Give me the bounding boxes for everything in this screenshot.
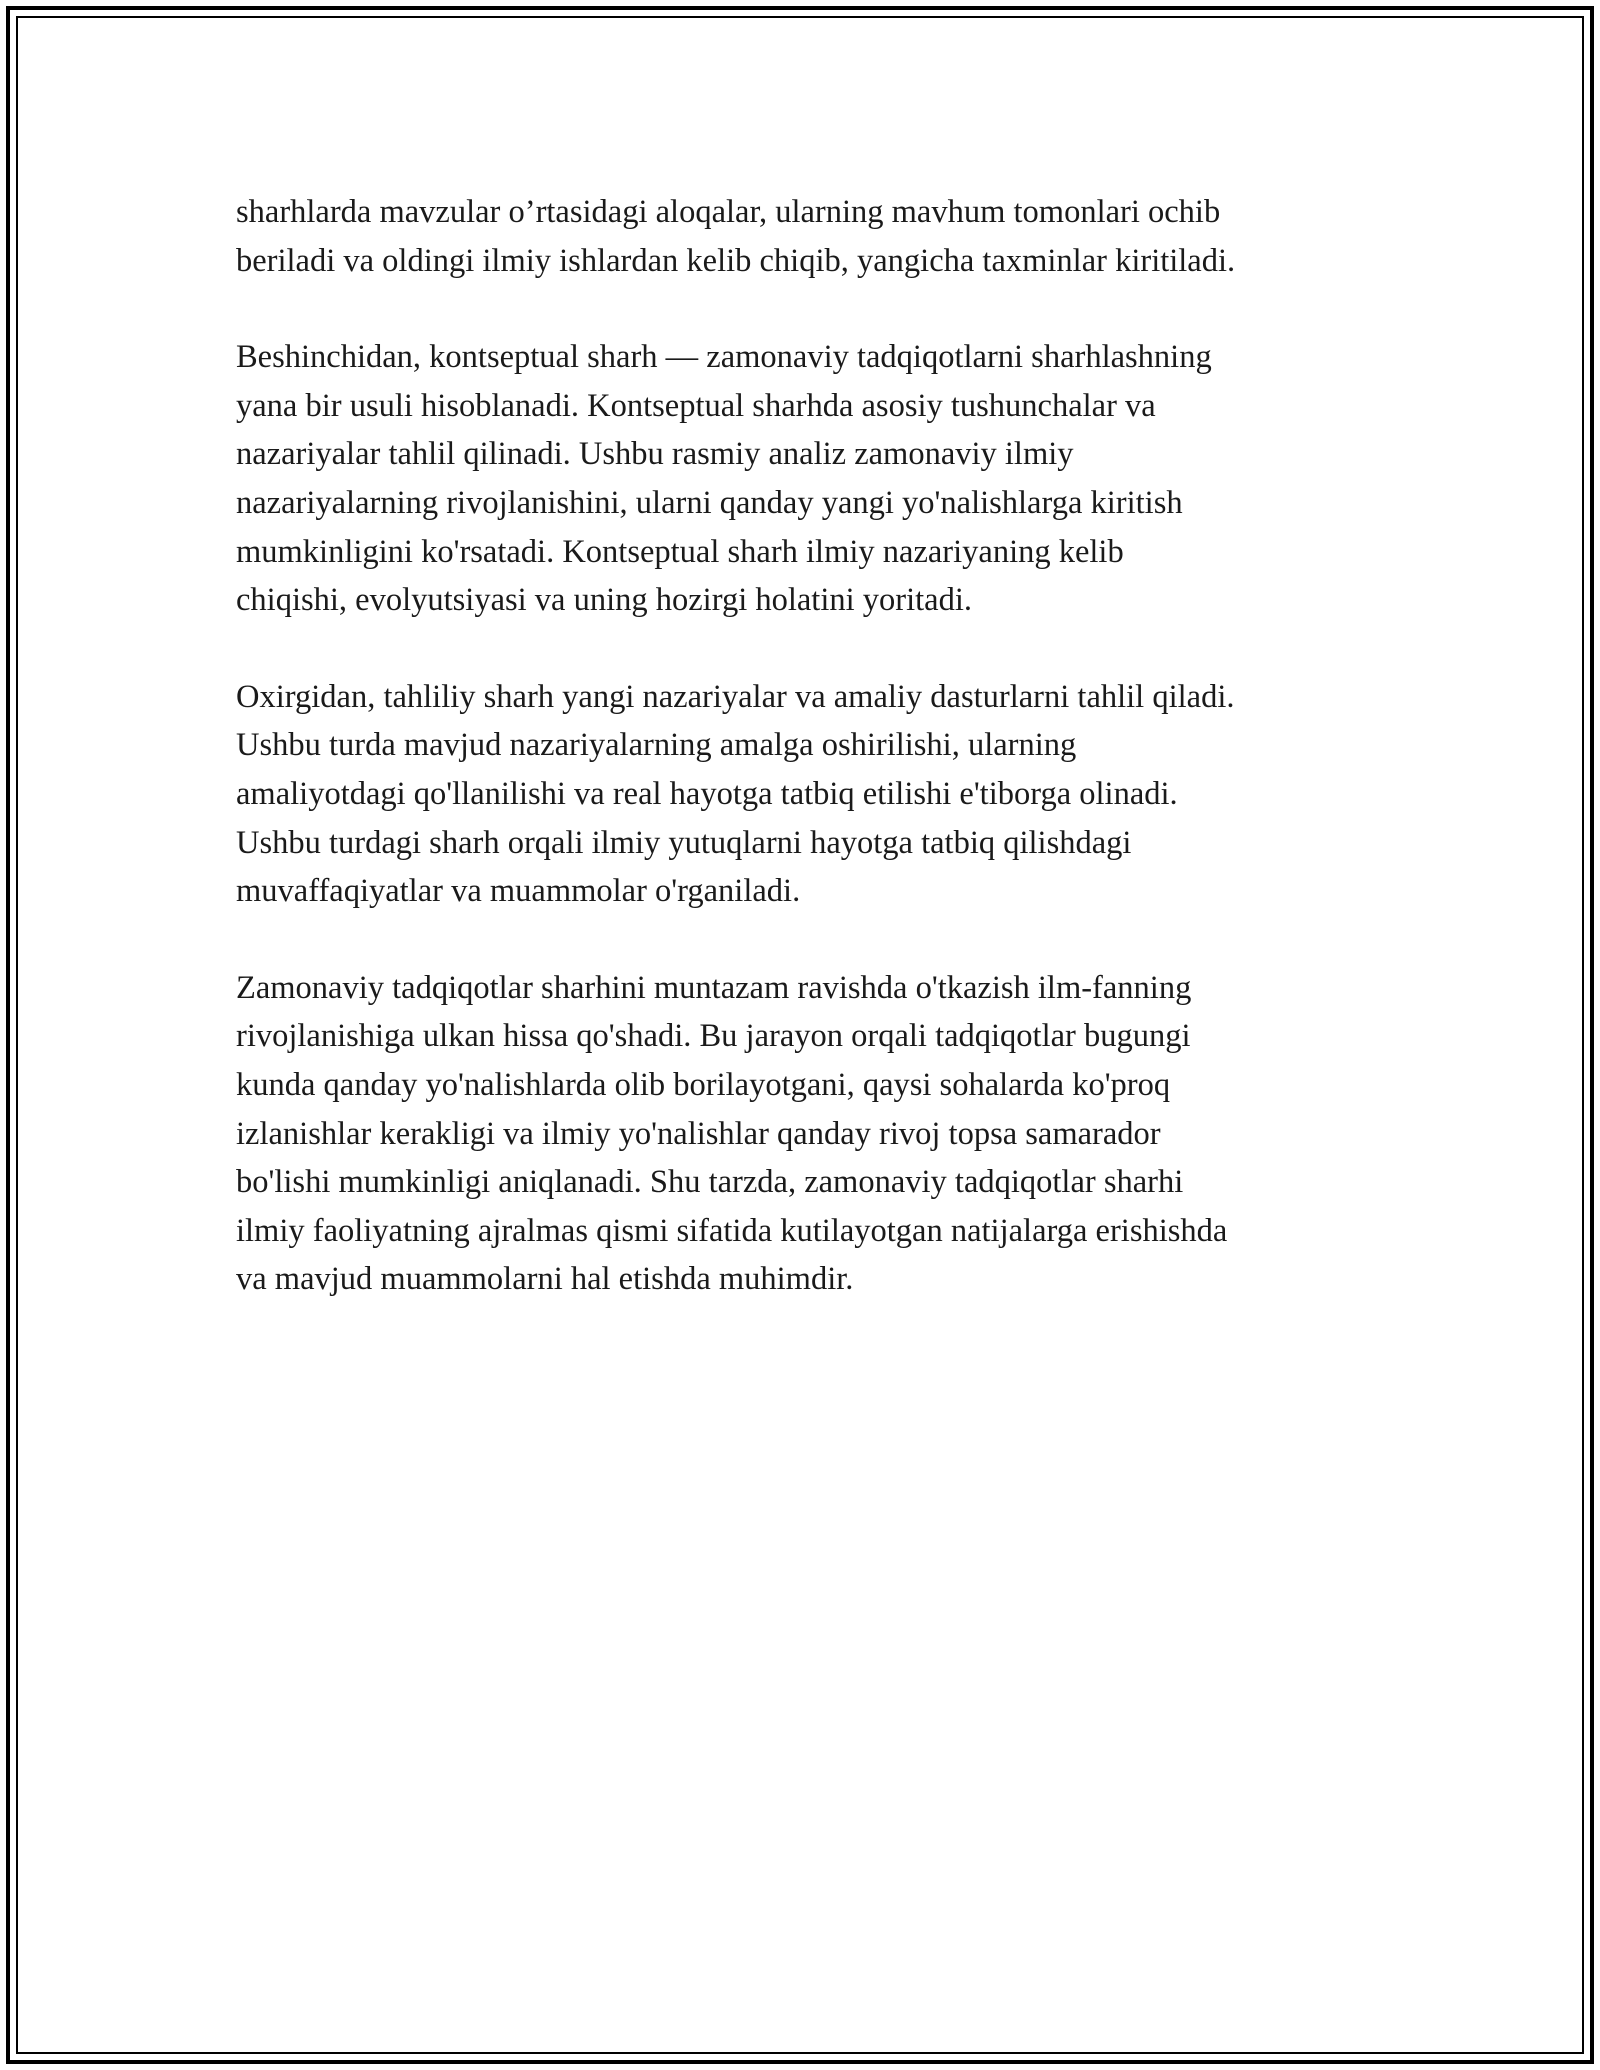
text-line: izlanishlar kerakligi va ilmiy yo'nalishlar qanday rivoj topsa samarador (236, 1115, 1161, 1152)
text-line: va mavjud muammolarni hal etishda muhimdir. (236, 1261, 854, 1298)
text-line: nazariyalarning rivojlanishini, ularni qanday yangi yo'nalishlarga kiritish (236, 484, 1183, 521)
text-line: mumkinligini ko'rsatadi. Kontseptual sharh ilmiy nazariyaning kelib (236, 533, 1124, 570)
text-line: Zamonaviy tadqiqotlar sharhini muntazam ravishda o'tkazish ilm-fanning (236, 969, 1192, 1006)
text-line: sharhlarda mavzular o’rtasidagi aloqalar, ularning mavhum tomonlari ochib (236, 194, 1221, 230)
text-line: amaliyotdagi qo'llanilishi va real hayotga tatbiq etilishi e'tiborga olinadi. (236, 775, 1178, 812)
text-line: Oxirgidan, tahliliy sharh yangi nazariyalar va amaliy dasturlarni tahlil qiladi. (236, 678, 1235, 715)
text-line: chiqishi, evolyutsiyasi va uning hozirgi holatini yoritadi. (236, 582, 972, 619)
text-line: Ushbu turda mavjud nazariyalarning amalga oshirilishi, ularning (236, 727, 1077, 764)
text-line: ilmiy faoliyatning ajralmas qismi sifatida kutilayotgan natijalarga erishishda (236, 1212, 1228, 1249)
text-line: beriladi va oldingi ilmiy ishlardan kelib chiqib, yangicha taxminlar kiritiladi. (236, 242, 1236, 279)
text-line: muvaffaqiyatlar va muammolar o'rganiladi. (236, 873, 801, 910)
paragraph-4 (236, 964, 1376, 1304)
text-line: Beshinchidan, kontseptual sharh — zamonaviy tadqiqotlarni sharhlashning (236, 339, 1212, 376)
document-body (236, 188, 1376, 1352)
text-line: kunda qanday yo'nalishlarda olib borilayotgani, qaysi sohalarda ko'proq (236, 1066, 1171, 1103)
text-line: rivojlanishiga ulkan hissa qo'shadi. Bu jarayon orqali tadqiqotlar bugungi (236, 1018, 1191, 1055)
text-line: nazariyalar tahlil qilinadi. Ushbu rasmiy analiz zamonaviy ilmiy (236, 436, 1074, 473)
text-line: yana bir usuli hisoblanadi. Kontseptual sharhda asosiy tushunchalar va (236, 387, 1156, 424)
paragraph-2 (236, 333, 1376, 625)
text-line: Ushbu turdagi sharh orqali ilmiy yutuqlarni hayotga tatbiq qilishdagi (236, 824, 1132, 861)
paragraph-3 (236, 673, 1376, 916)
text-line: bo'lishi mumkinligi aniqlanadi. Shu tarzda, zamonaviy tadqiqotlar sharhi (236, 1164, 1184, 1201)
paragraph-1 (236, 188, 1376, 285)
